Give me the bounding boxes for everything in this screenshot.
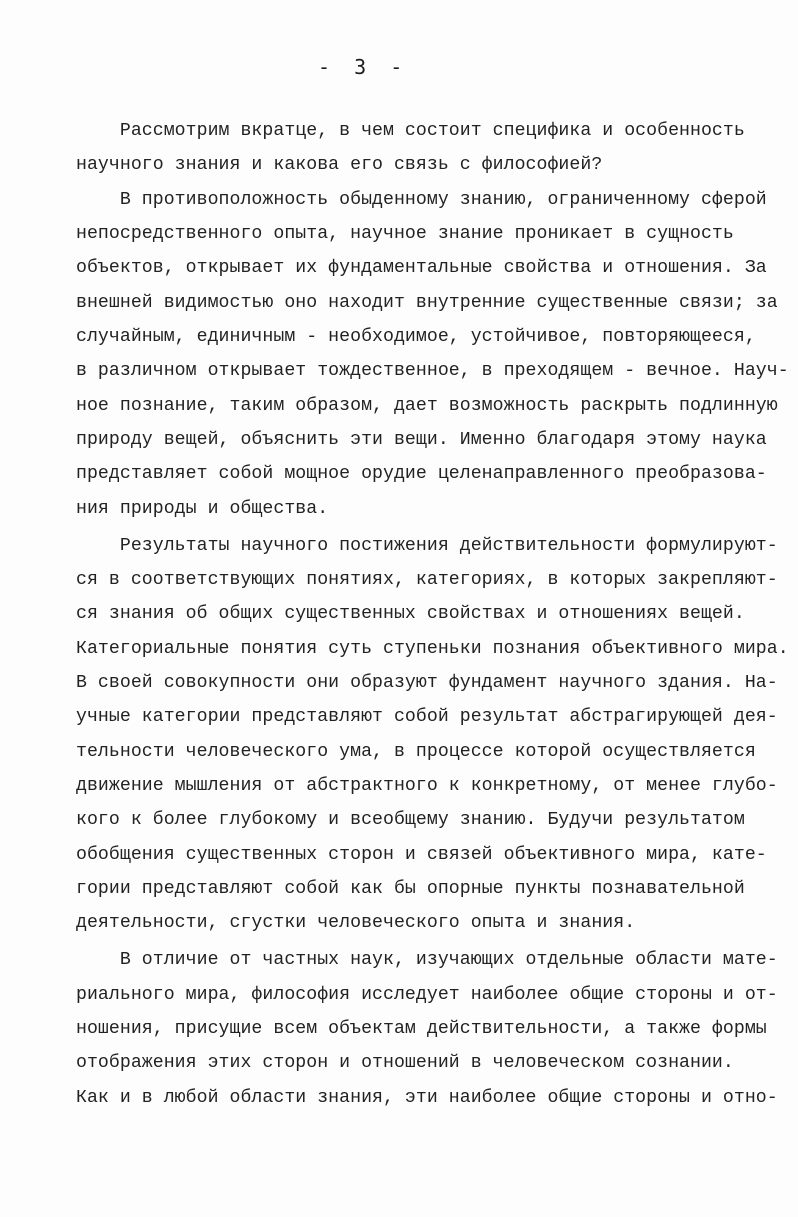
text-line: Результаты научного постижения действительности формулируют- <box>76 536 778 556</box>
text-line: отображения этих сторон и отношений в человеческом сознании. <box>76 1053 734 1073</box>
text-line: научного знания и какова его связь с философией? <box>76 155 603 175</box>
text-line: Как и в любой области знания, эти наиболее общие стороны и отно- <box>76 1088 778 1108</box>
text-line: представляет собой мощное орудие целенаправленного преобразова- <box>76 464 767 484</box>
text-line: Рассмотрим вкратце, в чем состоит специфика и особенность <box>76 121 745 141</box>
text-line: природу вещей, объяснить эти вещи. Именно благодаря этому наука <box>76 430 767 450</box>
text-line: случайным, единичным - необходимое, устойчивое, повторяющееся, <box>76 327 756 347</box>
text-line: ное познание, таким образом, дает возможность раскрыть подлинную <box>76 396 778 416</box>
text-line: обобщения существенных сторон и связей объективного мира, кате- <box>76 845 767 865</box>
text-line: в различном открывает тождественное, в преходящем - вечное. Науч- <box>76 361 789 381</box>
text-line: Категориальные понятия суть ступеньки познания объективного мира. <box>76 639 789 659</box>
text-line: учные категории представляют собой результат абстрагирующей дея- <box>76 707 778 727</box>
text-line: кого к более глубокому и всеобщему знанию. Будучи результатом <box>76 810 745 830</box>
text-line: ношения, присущие всем объектам действительности, а также формы <box>76 1019 767 1039</box>
text-line: риального мира, философия исследует наиболее общие стороны и от- <box>76 985 778 1005</box>
text-line: гории представляют собой как бы опорные пункты познавательной <box>76 879 745 899</box>
text-line: ния природы и общества. <box>76 499 329 519</box>
text-line: ся знания об общих существенных свойствах и отношениях вещей. <box>76 604 745 624</box>
text-line: внешней видимостью оно находит внутренние существенные связи; за <box>76 293 778 313</box>
text-line: В отличие от частных наук, изучающих отдельные области мате- <box>76 950 778 970</box>
text-line: объектов, открывает их фундаментальные свойства и отношения. За <box>76 258 767 278</box>
text-line: движение мышления от абстрактного к конкретному, от менее глубо- <box>76 776 778 796</box>
text-line: непосредственного опыта, научное знание проникает в сущность <box>76 224 734 244</box>
text-line: В противоположность обыденному знанию, ограниченному сферой <box>76 190 767 210</box>
text-line: деятельности, сгустки человеческого опыта и знания. <box>76 913 636 933</box>
page-number: - 3 - <box>318 55 403 79</box>
text-line: тельности человеческого ума, в процессе которой осуществляется <box>76 742 756 762</box>
text-line: ся в соответствующих понятиях, категориях, в которых закрепляют- <box>76 570 778 590</box>
text-line: В своей совокупности они образуют фундамент научного здания. На- <box>76 673 778 693</box>
